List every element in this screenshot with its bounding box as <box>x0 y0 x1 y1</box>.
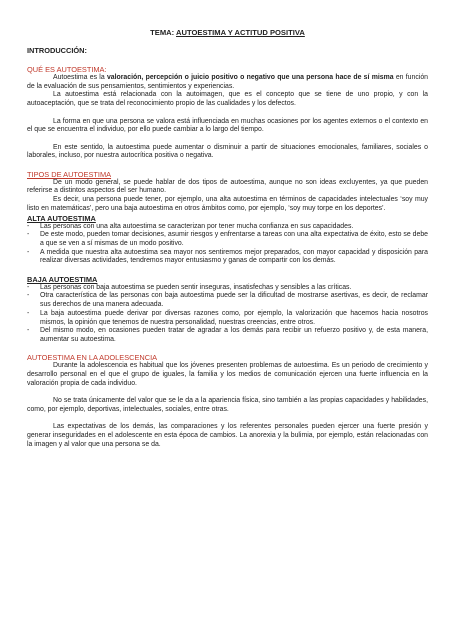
list-item: - De este modo, pueden tomar decisiones, asumir riesgos y enfrentarse a tareas con una alta expectativa de éxito, esto se debe a que se ven a sí mismas de un modo positivo. <box>27 231 428 247</box>
paragraph: En este sentido, la autoestima puede aumentar o disminuir a partir de situaciones emocionales, familiares, sociales o laborales, incluso, por nuestra autocrítica positiva o negativa. <box>27 143 428 160</box>
subheading-baja: BAJA AUTOESTIMA <box>27 274 98 284</box>
paragraph: La forma en que una persona se valora está influenciada en muchas ocasiones por los agentes externos o el contexto en el que se encuentra el individuo, por ello puede cambiar a lo largo del tiempo. <box>27 117 428 134</box>
list-item: - Las personas con una alta autoestima se caracterizan por tener mucha confianza en sus capacidades. <box>27 222 354 230</box>
paragraph: De un modo general, se puede hablar de dos tipos de autoestima, aunque no son ideas excluyentes, ya que pueden referirse a distintos aspectos del ser humano. <box>27 178 428 195</box>
paragraph: Las expectativas de los demás, las comparaciones y los referentes personales pueden ejercer una fuerte presión y generar inseguridades en el adolescente en esta época de cambios. La anorexia y la bulimia, por ejemplo, están relacionadas con la imagen y al valor que una persona se da. <box>27 423 428 448</box>
document-title <box>27 28 428 37</box>
paragraph-bold-text: valoración, percepción o juicio positivo o negativo que una persona hace de sí misma <box>106 74 394 81</box>
section-heading-que-es: QUÉ ES AUTOESTIMA: <box>27 65 107 74</box>
section-heading-tipos: TIPOS DE AUTOESTIMA <box>27 169 112 179</box>
list-alta <box>27 223 428 267</box>
title-prefix: TEMA: <box>150 28 177 37</box>
paragraph: No se trata únicamente del valor que se le da a la apariencia física, sino también a las propias capacidades y habilidades, como, por ejemplo, deportivas, intelectuales, sociales, entre otras. <box>27 397 428 413</box>
list-item: - La baja autoestima puede derivar por diversas razones como, por ejemplo, la valorización que hacemos hacia nosotros mismos, la opinión que tenemos de nuestra personalidad, nuestras creencias, entre otros. <box>27 309 428 326</box>
paragraph: Es decir, una persona puede tener, por ejemplo, una alta autoestima en términos de capacidades intelectuales ‘soy muy listo en matemáticas’, pero una baja autoestima en otros ámbitos como, por ejemplo, ‘soy muy torpe en los deportes’. <box>27 196 428 212</box>
subheading-alta: ALTA AUTOESTIMA <box>27 213 96 223</box>
list-item: - Otra característica de las personas con baja autoestima puede ser la dificultad de mostrarse asertivas, es decir, de reclamar sus derechos de una manera adecuada. <box>27 292 428 309</box>
paragraph-text: en función de la evaluación de sus pensamientos, sentimientos y experiencias. <box>27 74 428 90</box>
list-item: - Del mismo modo, en ocasiones pueden tratar de agradar a los demás para recibir un refuerzo positivo y, de esta manera, aumentar su autoestima. <box>27 327 428 343</box>
paragraph: Durante la adolescencia es habitual que los jóvenes presenten problemas de autoestima. Es un periodo de crecimiento y desarrollo personal en el que el grupo de iguales, la familia y los medios de comunicación ejercen una fuerte influencia en la valoración propia de cada individuo. <box>27 362 428 387</box>
list-item: - A medida que nuestra alta autoestima sea mayor nos sentiremos mejor preparados, con mayor capacidad y disposición para realizar diversas actividades, tendremos mayor entusiasmo y ganas de compartir con los demás. <box>27 248 428 265</box>
section-heading-adolescencia: AUTOESTIMA EN LA ADOLESCENCIA <box>27 353 158 363</box>
intro-heading: INTRODUCCIÓN: <box>27 46 87 55</box>
paragraph <box>27 74 428 91</box>
title-main: AUTOESTIMA Y ACTITUD POSITIVA <box>176 28 305 37</box>
paragraph-text: Autoestima es la <box>53 74 107 81</box>
paragraph: La autoestima está relacionada con la autoimagen, que es el concepto que se tiene de uno propio, y con la autoaceptación, que se trata del reconocimiento propio de las cualidades y los defectos. <box>27 91 428 108</box>
list-baja <box>27 284 428 345</box>
list-item: - Las personas con baja autoestima se pueden sentir inseguras, insatisfechas y sensibles a las críticas. <box>27 283 352 291</box>
